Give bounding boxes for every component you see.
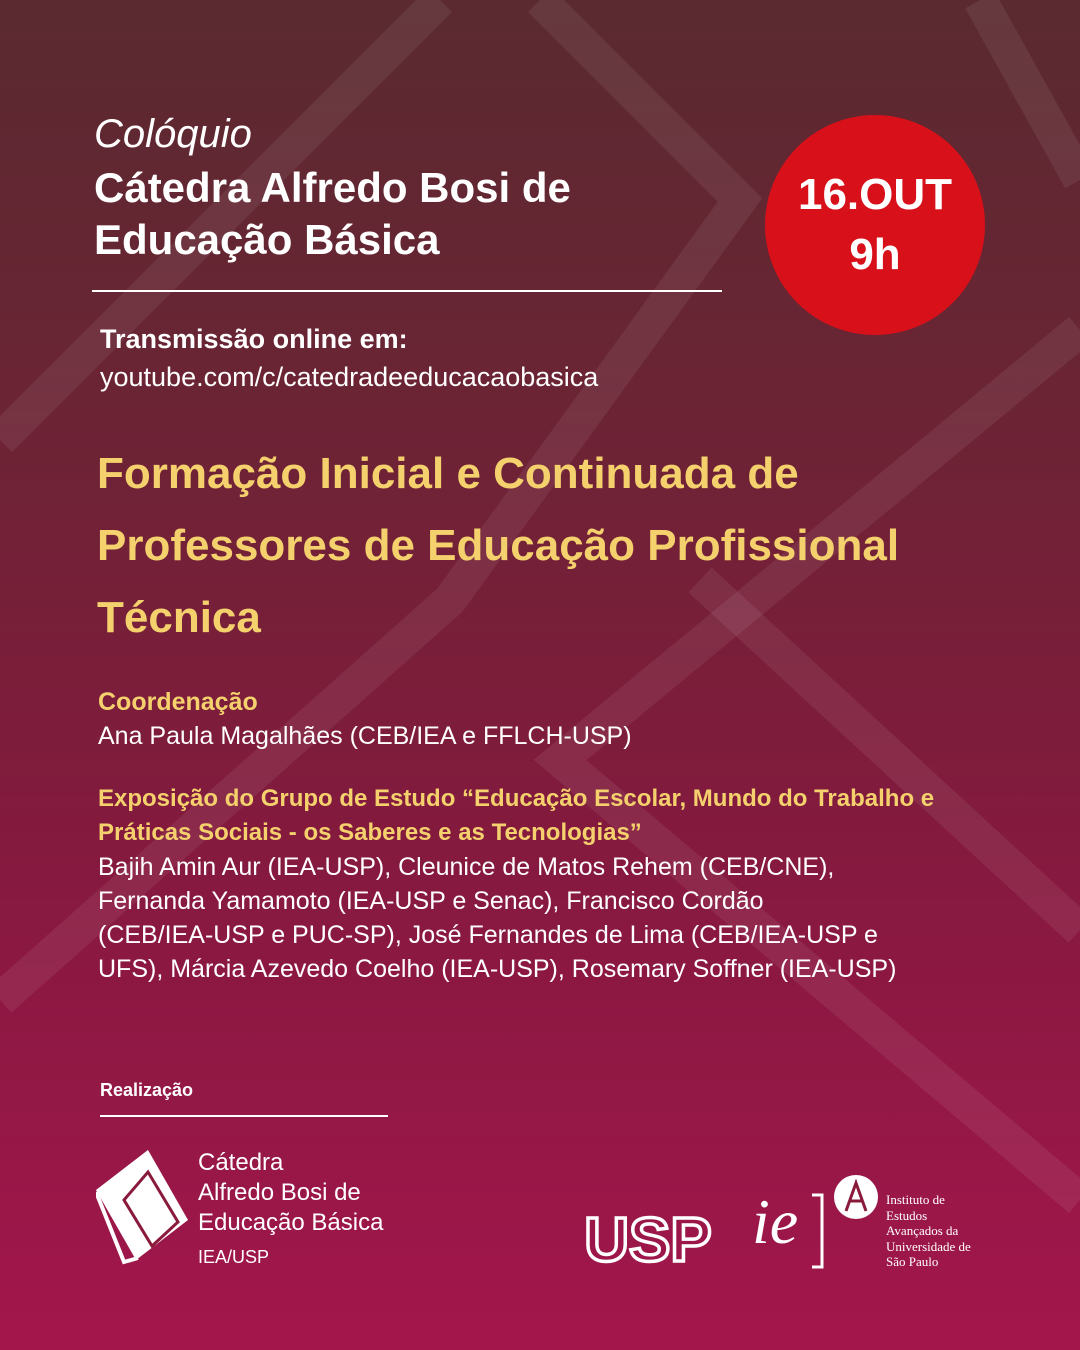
- usp-logo: [578, 1207, 718, 1269]
- session-title-line: Técnica: [97, 593, 261, 642]
- speaker-line: Fernanda Yamamoto (IEA-USP e Senac), Francisco Cordão: [98, 887, 764, 915]
- chair-title-line: Educação Básica: [94, 216, 440, 263]
- transmission-label: Transmissão online em:: [100, 324, 408, 354]
- iea-name-line: São Paulo: [886, 1254, 939, 1269]
- exposition-title-line: Práticas Sociais - os Saberes e as Tecnologias”: [98, 819, 642, 846]
- coordination-label: Coordenação: [98, 688, 258, 716]
- catedra-logo-line: Cátedra: [198, 1149, 284, 1176]
- event-type-label: Colóquio: [94, 112, 252, 156]
- iea-name-line: Universidade de: [886, 1238, 971, 1254]
- exposition-title: [98, 782, 1018, 850]
- session-title: [97, 438, 997, 654]
- catedra-logo-text: [198, 1148, 383, 1238]
- transmission-link[interactable]: youtube.com/c/catedradeeducacaobasica: [100, 362, 599, 392]
- catedra-logo-subtitle: IEA/USP: [198, 1247, 270, 1267]
- chair-title: [94, 162, 734, 266]
- speaker-line: (CEB/IEA-USP e PUC-SP), José Fernandes de Lima (CEB/IEA-USP e: [98, 921, 878, 949]
- iea-name-line: Avançados da: [886, 1223, 959, 1238]
- speaker-line: UFS), Márcia Azevedo Coelho (IEA-USP), Rosemary Soffner (IEA-USP): [98, 955, 897, 983]
- catedra-logo-line: Educação Básica: [198, 1209, 384, 1236]
- usp-logo-text: USP: [584, 1207, 712, 1269]
- date-badge: [765, 115, 985, 335]
- divider: [92, 290, 722, 292]
- exposition-title-line: Exposição do Grupo de Estudo “Educação Escolar, Mundo do Trabalho e: [98, 785, 935, 812]
- footer-divider: [100, 1115, 388, 1117]
- chair-title-line: Cátedra Alfredo Bosi de: [94, 164, 571, 211]
- iea-name-line: Instituto de: [886, 1192, 945, 1207]
- session-title-line: Professores de Educação Profissional: [97, 521, 900, 570]
- speaker-line: Bajih Amin Aur (IEA-USP), Cleunice de Matos Rehem (CEB/CNE),: [98, 853, 835, 881]
- coordinator-name: Ana Paula Magalhães (CEB/IEA e FFLCH-USP): [98, 722, 632, 750]
- catedra-logo-line: Alfredo Bosi de: [198, 1179, 361, 1206]
- iea-logo: [752, 1175, 882, 1270]
- organizer-label: Realização: [100, 1080, 194, 1100]
- catedra-logo-icon: [96, 1150, 188, 1265]
- event-time: 9h: [849, 230, 901, 279]
- iea-name: [886, 1192, 971, 1270]
- iea-logo-text: ie: [752, 1186, 799, 1257]
- session-title-line: Formação Inicial e Continuada de: [97, 449, 799, 498]
- event-date: 16.OUT: [797, 170, 953, 219]
- iea-name-line: Estudos: [886, 1207, 928, 1223]
- exposition-speakers: [98, 850, 1018, 986]
